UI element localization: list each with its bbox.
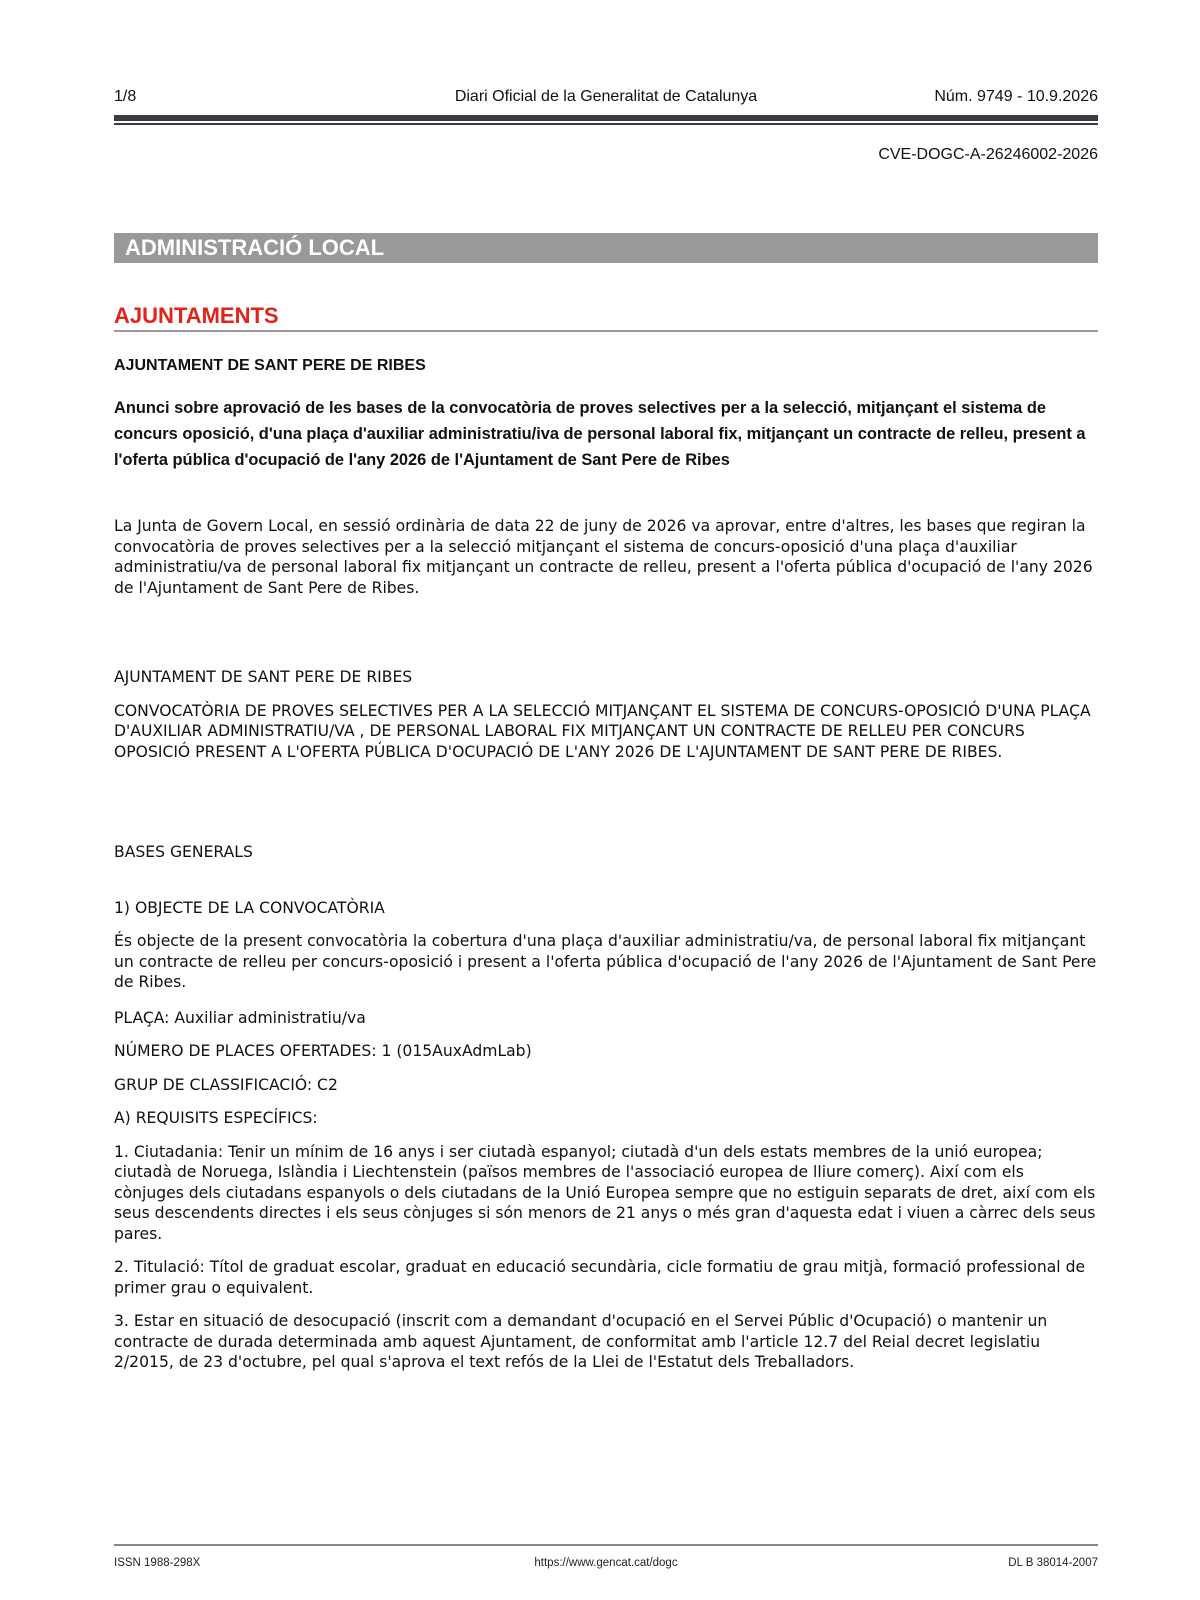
page-footer — [114, 1557, 1098, 1573]
numero-places-line: NÚMERO DE PLACES OFERTADES: 1 (015AuxAdmLab) — [114, 1042, 532, 1060]
page-header — [114, 88, 1098, 108]
header-rule-thin — [114, 123, 1098, 125]
organization-name: AJUNTAMENT DE SANT PERE DE RIBES — [114, 357, 426, 374]
subsection-rule — [114, 330, 1098, 332]
grup-line: GRUP DE CLASSIFICACIÓ: C2 — [114, 1075, 338, 1094]
requisit-3: 3. Estar en situació de desocupació (inscrit com a demandant d'ocupació en el Servei Públic d'Ocupació) o mantenir un contracte de durada determinada amb aquest Ajuntament, de conformitat amb l'article 12.7 del Reial decret legislatiu 2/2015, de 23 d'octubre, pel qual s'aprova el text refós de la Llei de l'Estatut dels Treballadors. — [114, 1312, 1048, 1371]
cve-code: CVE-DOGC-A-26246002-2026 — [878, 146, 1098, 163]
legal-deposit: DL B 38014-2007 — [1008, 1557, 1098, 1569]
intro-paragraph: La Junta de Govern Local, en sessió ordinària de data 22 de juny de 2026 va aprovar, entre d'altres, les bases que regiran la convocatòria de proves selectives per a la selecció mitjançant el sistema de concurs-oposició d'una plaça d'auxiliar administratiu/va de personal laboral fix mitjançant un contracte de relleu, present a l'oferta pública d'ocupació de l'any 2026 de l'Ajuntament de Sant Pere de Ribes. — [114, 517, 1093, 597]
journal-url: https://www.gencat.cat/dogc — [534, 1557, 678, 1569]
requisit-1: 1. Ciutadania: Tenir un mínim de 16 anys i ser ciutadà espanyol; ciutadà d'un dels estats membres de la unió europea; ciutadà de Noruega, Islàndia i Liechtenstein (països membres de l'associació europea de lliure comerç). Així com els cònjuges dels ciutadans espanyols o dels ciutadans de la Unió Europea sempre que no estiguin separats de dret, així com els seus descendents directes i els seus cònjuges si són menors de 21 anys o més gran d'aquesta edat i viuen a càrrec dels seus pares. — [114, 1142, 1096, 1243]
journal-title: Diari Oficial de la Generalitat de Catalunya — [454, 88, 758, 105]
bases-generals-heading: BASES GENERALS — [114, 843, 253, 861]
objecte-heading: 1) OBJECTE DE LA CONVOCATÒRIA — [114, 898, 385, 917]
section-banner — [114, 233, 1098, 263]
organization-repeat: AJUNTAMENT DE SANT PERE DE RIBES — [114, 668, 413, 686]
placa-line: PLAÇA: Auxiliar administratiu/va — [114, 1008, 366, 1027]
requisit-2: 2. Titulació: Títol de graduat escolar, graduat en educació secundària, cicle formatiu de grau mitjà, formació professional de primer grau o equivalent. — [114, 1258, 1086, 1297]
section-title: ADMINISTRACIÓ LOCAL — [125, 235, 385, 260]
document-body — [114, 516, 1098, 1373]
convocatoria-paragraph: CONVOCATÒRIA DE PROVES SELECTIVES PER A LA SELECCIÓ MITJANÇANT EL SISTEMA DE CONCURS-OPOSICIÓ D'UNA PLAÇA D'AUXILIAR ADMINISTRATIU/VA , DE PERSONAL LABORAL FIX MITJANÇANT UN CONTRACTE DE RELLEU PER CONCURS OPOSICIÓ PRESENT A L'OFERTA PÚBLICA D'OCUPACIÓ DE L'ANY 2026 DE L'AJUNTAMENT DE SANT PERE DE RIBES. — [114, 701, 1091, 761]
issn: ISSN 1988-298X — [114, 1557, 201, 1569]
announcement-title: Anunci sobre aprovació de les bases de la convocatòria de proves selectives per a la selecció, mitjançant el sistema de concurs oposició, d'una plaça d'auxiliar administratiu/iva de personal laboral fix, mitjançant un contracte de relleu, present a l'oferta pública d'ocupació de l'any 2026 de l'Ajuntament de Sant Pere de Ribes — [114, 399, 1086, 469]
header-rule-thick — [114, 115, 1098, 121]
objecte-paragraph: És objecte de la present convocatòria la cobertura d'una plaça d'auxiliar administratiu/va, de personal laboral fix mitjançant un contracte de relleu per concurs-oposició i present a l'oferta pública d'ocupació de l'any 2026 de l'Ajuntament de Sant Pere de Ribes. — [114, 932, 1097, 991]
issue-number-date: Núm. 9749 - 10.9.2026 — [934, 88, 1098, 105]
footer-rule — [114, 1544, 1098, 1546]
page-number: 1/8 — [114, 88, 137, 105]
subsection-title: AJUNTAMENTS — [114, 303, 279, 328]
requisits-heading: A) REQUISITS ESPECÍFICS: — [114, 1109, 318, 1127]
